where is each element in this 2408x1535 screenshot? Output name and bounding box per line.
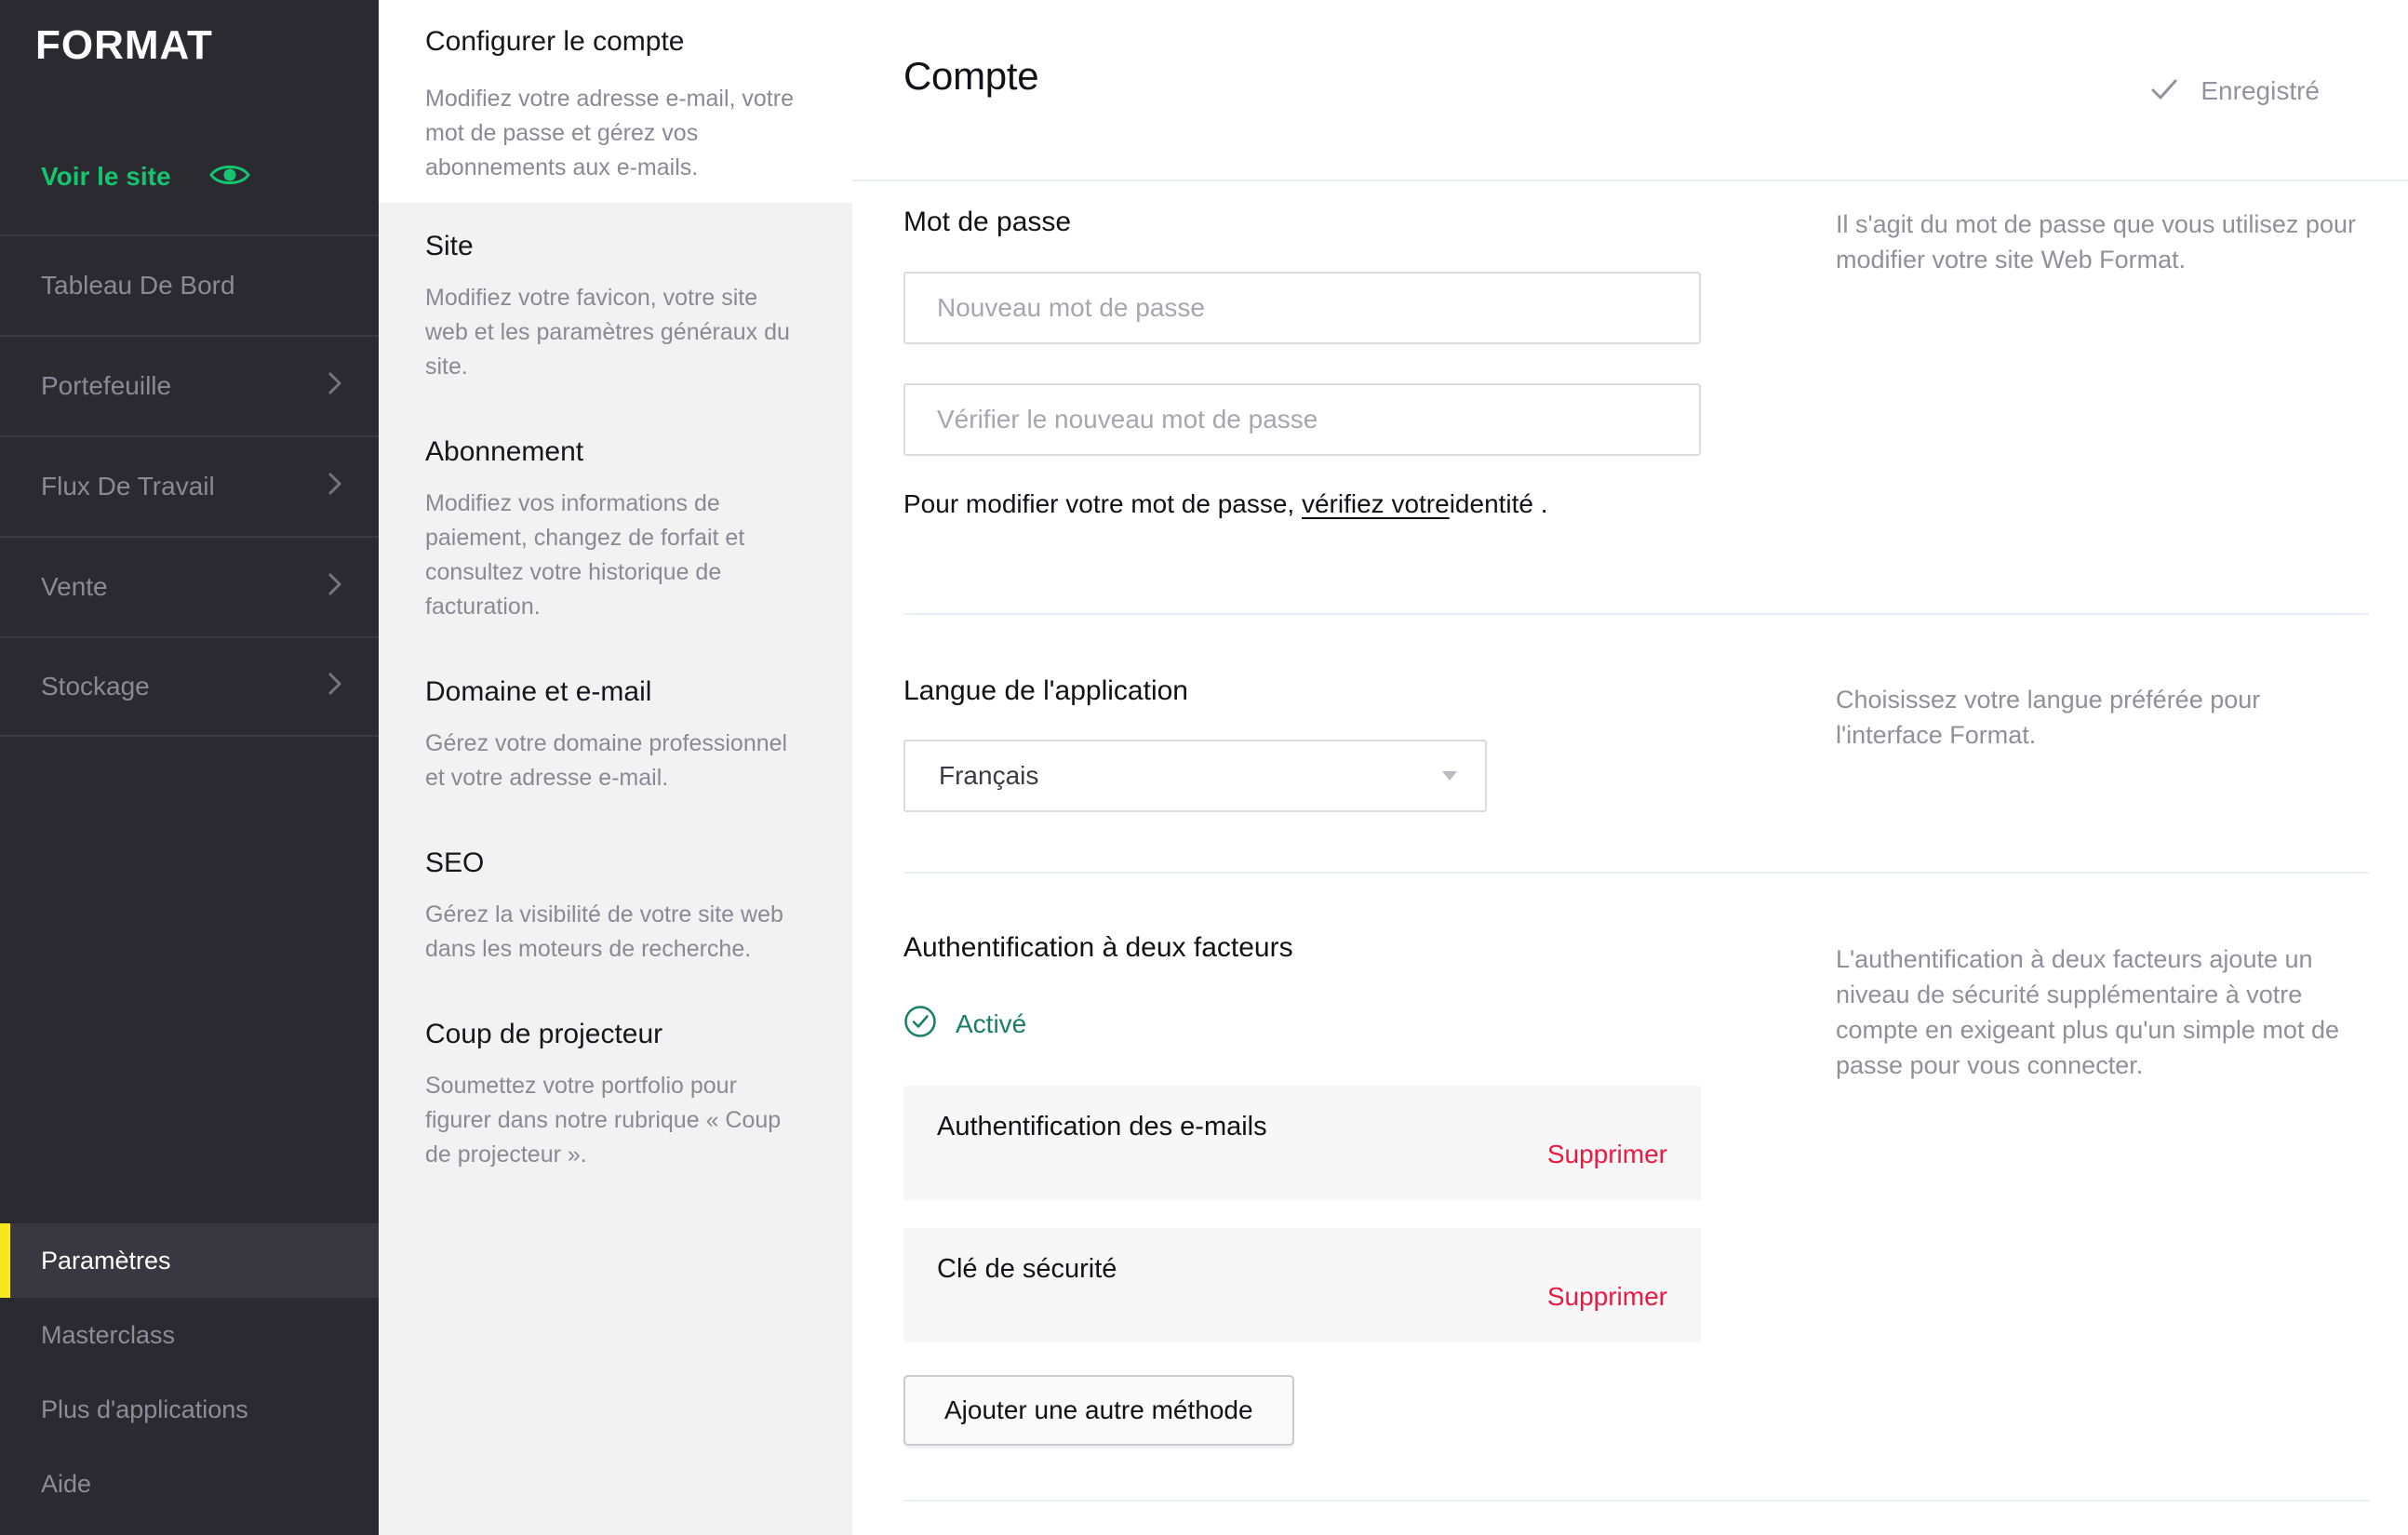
verify-identity-note: [903, 489, 1548, 519]
language-select[interactable]: [903, 740, 1487, 812]
sidebar-item-label: Vente: [41, 572, 108, 601]
chevron-right-icon: [327, 469, 343, 505]
sidebar-item-aide[interactable]: [0, 1447, 379, 1521]
settings-nav-item-description: Soumettez votre portfolio pour figurer dans notre rubrique « Coup de projecteur ».: [425, 1073, 782, 1168]
format-logo: FORMAT: [35, 22, 213, 68]
verify-password-input[interactable]: [903, 383, 1701, 456]
note-prefix: Pour modifier votre mot de passe,: [903, 489, 1302, 518]
twofactor-method-email: [903, 1086, 1701, 1200]
delete-security-key-link[interactable]: Supprimer: [1546, 1282, 1667, 1311]
view-site-link[interactable]: [41, 156, 251, 197]
language-select-value: Français: [939, 761, 1039, 790]
sidebar-item-label: Portefeuille: [41, 371, 172, 400]
chevron-right-icon: [327, 669, 343, 705]
saved-status-label: Enregistré: [2201, 76, 2320, 105]
sidebar-item-label: Flux De Travail: [41, 472, 215, 501]
chevron-right-icon: [327, 368, 343, 405]
sidebar-item-portefeuille[interactable]: [0, 335, 379, 435]
section-divider: [903, 613, 2369, 615]
sidebar-item-plus-applications[interactable]: [0, 1372, 379, 1447]
delete-email-method-link[interactable]: Supprimer: [1546, 1140, 1667, 1168]
settings-nav-item-description: Gérez votre domaine professionnel et votre adresse e-mail.: [425, 730, 788, 791]
settings-nav-item-coup-de-projecteur[interactable]: [425, 1019, 804, 1172]
settings-nav-item-abonnement[interactable]: [425, 436, 804, 624]
sidebar-item-label: Masterclass: [41, 1320, 176, 1349]
method-name: Clé de sécurité: [937, 1254, 1117, 1284]
add-method-button[interactable]: Ajouter une autre méthode: [903, 1375, 1294, 1446]
account-settings-main: [852, 0, 2408, 1535]
twofactor-status-label: Activé: [956, 1008, 1027, 1038]
chevron-right-icon: [327, 569, 343, 606]
settings-nav-item-domaine-email[interactable]: [425, 676, 804, 795]
sidebar-item-label: Aide: [41, 1469, 92, 1498]
settings-nav-header: [379, 0, 852, 203]
sidebar-item-label: Stockage: [41, 672, 150, 701]
caret-down-icon: [1442, 771, 1457, 781]
new-password-input[interactable]: [903, 272, 1701, 344]
sidebar-item-label: Tableau De Bord: [41, 271, 235, 300]
sidebar-item-masterclass[interactable]: [0, 1298, 379, 1372]
section-divider: [903, 872, 2369, 874]
header-divider: [852, 180, 2408, 181]
page-title: Compte: [903, 54, 1039, 98]
language-section-heading: Langue de l'application: [903, 675, 1188, 706]
saved-status: [2150, 76, 2320, 106]
twofactor-helper-text: L'authentification à deux facteurs ajoute un niveau de sécurité supplémentaire à votre compte en exigeant plus qu'un simple mot de passe pour vous connecter.: [1836, 945, 2339, 1079]
settings-nav-item-title: Site: [425, 231, 474, 261]
sidebar-item-label: Plus d'applications: [41, 1395, 248, 1423]
twofactor-method-security-key: [903, 1228, 1701, 1342]
settings-nav-sections: [379, 203, 852, 1172]
settings-nav-item-title: Abonnement: [425, 436, 584, 467]
sidebar-item-parametres[interactable]: [0, 1223, 379, 1298]
settings-nav-panel: [379, 0, 852, 1535]
verify-identity-link[interactable]: vérifiez votre: [1301, 489, 1450, 518]
section-divider: [903, 1500, 2369, 1502]
settings-nav-description: Modifiez votre adresse e-mail, votre mot de passe et gérez vos abonnements aux e-mails.: [425, 86, 794, 180]
settings-nav-item-description: Gérez la visibilité de votre site web dans les moteurs de recherche.: [425, 901, 783, 962]
language-helper-text: Choisissez votre langue préférée pour l'interface Format.: [1836, 686, 2261, 749]
settings-nav-item-description: Modifiez votre favicon, votre site web et les paramètres généraux du site.: [425, 285, 790, 380]
password-helper-text: Il s'agit du mot de passe que vous utilisez pour modifier votre site Web Format.: [1836, 210, 2356, 274]
sidebar-item-tableau-de-bord[interactable]: [0, 234, 379, 335]
settings-nav-item-title: Coup de projecteur: [425, 1019, 663, 1049]
sidebar-item-stockage[interactable]: [0, 636, 379, 737]
twofactor-status: [903, 1005, 1026, 1043]
settings-nav-item-title: SEO: [425, 848, 485, 878]
main-sidebar: [0, 0, 379, 1535]
sidebar-footer: [0, 1223, 379, 1521]
twofactor-section-heading: Authentification à deux facteurs: [903, 932, 1293, 963]
method-name: Authentification des e-mails: [937, 1112, 1267, 1141]
sidebar-item-vente[interactable]: [0, 536, 379, 636]
view-site-label: Voir le site: [41, 162, 171, 191]
sidebar-item-label: Paramètres: [41, 1246, 171, 1275]
settings-nav-item-seo[interactable]: [425, 848, 804, 967]
sidebar-nav: [0, 234, 379, 737]
eye-icon: [208, 161, 251, 194]
settings-nav-title: Configurer le compte: [425, 26, 685, 57]
settings-nav-item-site[interactable]: [425, 231, 804, 384]
circle-check-icon: [903, 1005, 937, 1043]
note-suffix: identité .: [1449, 489, 1548, 518]
sidebar-item-flux-de-travail[interactable]: [0, 435, 379, 536]
check-icon: [2150, 78, 2178, 105]
settings-nav-item-description: Modifiez vos informations de paiement, changez de forfait et consultez votre historique de facturation.: [425, 490, 745, 620]
password-section-heading: Mot de passe: [903, 207, 1072, 237]
settings-nav-item-title: Domaine et e-mail: [425, 676, 652, 707]
